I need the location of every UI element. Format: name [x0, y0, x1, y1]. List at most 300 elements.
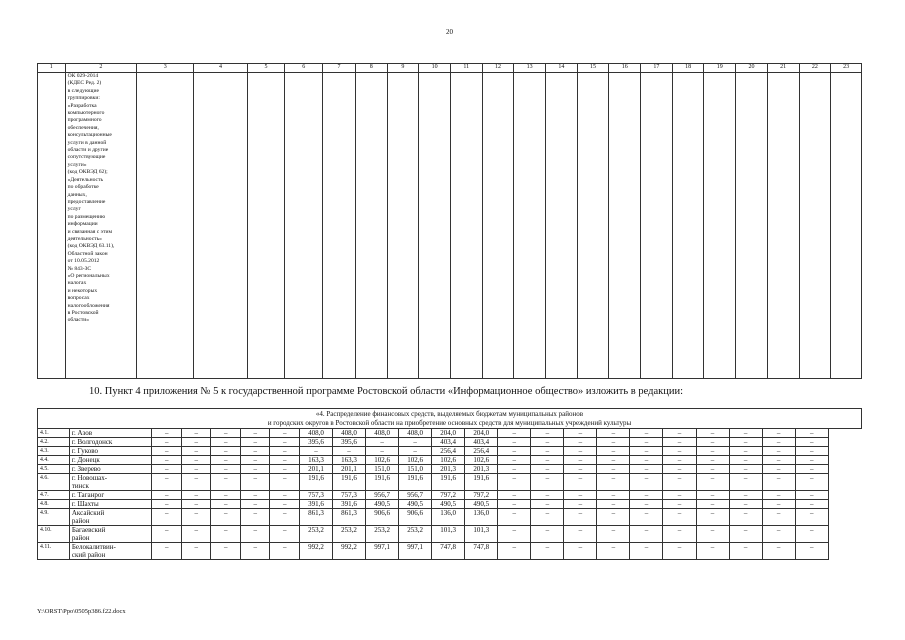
value-cell: 747,8 [432, 543, 465, 560]
value-cell: – [696, 474, 729, 491]
value-cell: – [152, 474, 182, 491]
value-cell: – [270, 526, 300, 543]
value-cell: – [729, 465, 762, 474]
value-cell: – [630, 474, 663, 491]
value-cell: – [211, 500, 241, 509]
value-cell: – [498, 500, 531, 509]
value-cell: – [630, 438, 663, 447]
value-cell: – [181, 509, 211, 526]
table-row [38, 456, 862, 465]
row-number: 4.5. [38, 465, 70, 474]
value-cell: – [696, 500, 729, 509]
value-cell: – [240, 543, 270, 560]
value-cell: 956,7 [366, 491, 399, 500]
value-cell: 191,6 [465, 474, 498, 491]
value-cell: – [240, 474, 270, 491]
value-cell: – [152, 438, 182, 447]
file-path: Y:\ORST\Ppo\0505p386.f22.docx [37, 608, 126, 615]
value-cell: – [211, 456, 241, 465]
row-number: 4.9. [38, 509, 70, 526]
value-cell: – [211, 474, 241, 491]
value-cell: – [498, 491, 531, 500]
value-cell: – [696, 447, 729, 456]
value-cell: – [270, 429, 300, 438]
table-row [38, 543, 862, 560]
value-cell: – [663, 438, 696, 447]
value-cell: – [564, 491, 597, 500]
page-number: 20 [446, 28, 453, 36]
value-cell: – [630, 491, 663, 500]
municipality-name: г. Таганрог [69, 491, 152, 500]
value-cell: – [498, 474, 531, 491]
value-cell: – [181, 543, 211, 560]
empty-cell [514, 73, 546, 379]
column-number: 16 [609, 64, 641, 73]
value-cell: – [564, 500, 597, 509]
empty-cell [419, 73, 451, 379]
empty-cell [137, 73, 194, 379]
value-cell: – [399, 447, 432, 456]
value-cell: – [795, 447, 828, 456]
value-cell: – [729, 526, 762, 543]
value-cell: – [729, 474, 762, 491]
value-cell: – [597, 429, 630, 438]
value-cell: – [240, 509, 270, 526]
value-cell: – [498, 509, 531, 526]
value-cell: – [795, 500, 828, 509]
column-number: 4 [194, 64, 247, 73]
continuation-table [37, 63, 862, 379]
value-cell: – [696, 465, 729, 474]
row-number: 4.6. [38, 474, 70, 491]
value-cell: 906,6 [399, 509, 432, 526]
empty-cell [736, 73, 768, 379]
value-cell: 151,0 [366, 465, 399, 474]
value-cell: – [211, 447, 241, 456]
value-cell: 757,3 [333, 491, 366, 500]
value-cell: 490,5 [465, 500, 498, 509]
value-cell: 861,3 [333, 509, 366, 526]
column-number: 9 [387, 64, 419, 73]
table-row [38, 500, 862, 509]
value-cell: – [498, 438, 531, 447]
value-cell: 797,2 [465, 491, 498, 500]
table-row [38, 526, 862, 543]
municipality-name: г. Новошах- тинск [69, 474, 152, 491]
value-cell: 997,1 [366, 543, 399, 560]
value-cell: 102,6 [465, 456, 498, 465]
value-cell: – [240, 465, 270, 474]
value-cell: – [663, 456, 696, 465]
value-cell: 191,6 [366, 474, 399, 491]
value-cell: – [762, 438, 795, 447]
column-number: 2 [65, 64, 137, 73]
row-number: 4.8. [38, 500, 70, 509]
value-cell: 191,6 [432, 474, 465, 491]
value-cell: – [696, 456, 729, 465]
value-cell: – [240, 526, 270, 543]
municipality-name: Белокалитвин- ский район [69, 543, 152, 560]
column-number: 17 [641, 64, 673, 73]
value-cell: – [729, 429, 762, 438]
value-cell: – [663, 500, 696, 509]
column-number: 18 [672, 64, 704, 73]
column-number: 15 [577, 64, 609, 73]
description-cell: ОК 029-2014 (КДЕС Ред. 2) в следующие группировки: «Разработка компьютерного программного обеспечения, консультационные услуги в данной области и другие сопутствующие услуги» (код ОКВЭД 62); «Деятельность по обработке данных, предоставление услуг по размещению информации и связанная с этим деятельность» (код ОКВЭД 63.11), Областной закон от 10.05.2012 № 843-ЗС «О региональных налогах и некоторых вопросах налогообложения в Ростовской области» [65, 73, 137, 379]
value-cell: – [211, 465, 241, 474]
empty-cell [641, 73, 673, 379]
value-cell: – [729, 447, 762, 456]
value-cell: – [663, 543, 696, 560]
value-cell: – [240, 429, 270, 438]
value-cell: – [597, 500, 630, 509]
value-cell: – [211, 526, 241, 543]
value-cell: – [152, 491, 182, 500]
value-cell: – [762, 500, 795, 509]
value-cell: – [181, 438, 211, 447]
value-cell: – [729, 509, 762, 526]
value-cell: – [531, 526, 564, 543]
value-cell: – [531, 474, 564, 491]
value-cell: – [152, 456, 182, 465]
value-cell: 992,2 [333, 543, 366, 560]
value-cell: – [181, 456, 211, 465]
value-cell: – [663, 474, 696, 491]
value-cell: 191,6 [399, 474, 432, 491]
value-cell: – [795, 509, 828, 526]
value-cell: 191,6 [333, 474, 366, 491]
value-cell: – [795, 438, 828, 447]
value-cell: 101,3 [432, 526, 465, 543]
column-number: 8 [355, 64, 387, 73]
table-caption [38, 409, 862, 429]
column-number: 21 [767, 64, 799, 73]
value-cell: – [663, 465, 696, 474]
value-cell: – [597, 543, 630, 560]
column-number: 1 [38, 64, 66, 73]
value-cell: 403,4 [465, 438, 498, 447]
value-cell: – [181, 500, 211, 509]
value-cell: – [597, 509, 630, 526]
value-cell: – [270, 438, 300, 447]
value-cell: – [531, 438, 564, 447]
value-cell: – [270, 447, 300, 456]
value-cell: 151,0 [399, 465, 432, 474]
value-cell: – [630, 509, 663, 526]
row-number: 4.2. [38, 438, 70, 447]
value-cell: 204,0 [465, 429, 498, 438]
value-cell: – [795, 429, 828, 438]
value-cell: – [498, 447, 531, 456]
value-cell: – [564, 509, 597, 526]
value-cell: – [181, 465, 211, 474]
empty-cell [38, 73, 66, 379]
column-number: 3 [137, 64, 194, 73]
column-number: 6 [285, 64, 323, 73]
municipality-name: г. Шахты [69, 500, 152, 509]
value-cell: – [181, 526, 211, 543]
value-cell: – [597, 526, 630, 543]
row-number: 4.7. [38, 491, 70, 500]
value-cell: – [630, 500, 663, 509]
empty-cell [387, 73, 419, 379]
value-cell: – [762, 447, 795, 456]
empty-cell [577, 73, 609, 379]
value-cell: – [564, 526, 597, 543]
column-number: 5 [247, 64, 285, 73]
value-cell: – [696, 491, 729, 500]
value-cell: – [762, 543, 795, 560]
value-cell: 490,5 [366, 500, 399, 509]
value-cell: – [564, 465, 597, 474]
value-cell: – [240, 456, 270, 465]
table-row [38, 73, 862, 379]
value-cell: 861,3 [299, 509, 332, 526]
value-cell: 163,3 [333, 456, 366, 465]
value-cell: 992,2 [299, 543, 332, 560]
value-cell: – [564, 447, 597, 456]
value-cell: 253,2 [399, 526, 432, 543]
value-cell: 101,3 [465, 526, 498, 543]
table-row [38, 474, 862, 491]
value-cell: – [663, 447, 696, 456]
municipality-name: г. Зверево [69, 465, 152, 474]
empty-cell [247, 73, 285, 379]
value-cell: – [270, 465, 300, 474]
empty-cell [323, 73, 356, 379]
value-cell: – [211, 438, 241, 447]
column-number: 19 [704, 64, 736, 73]
value-cell: – [531, 543, 564, 560]
municipality-name: г. Донецк [69, 456, 152, 465]
empty-cell [767, 73, 799, 379]
value-cell: – [240, 447, 270, 456]
value-cell: 136,0 [432, 509, 465, 526]
column-number: 13 [514, 64, 546, 73]
value-cell: 490,5 [432, 500, 465, 509]
value-cell: – [270, 456, 300, 465]
value-cell: 253,2 [366, 526, 399, 543]
row-number: 4.10. [38, 526, 70, 543]
column-number: 22 [799, 64, 831, 73]
value-cell: – [531, 500, 564, 509]
municipality-name: Аксайский район [69, 509, 152, 526]
table-row [38, 429, 862, 438]
value-cell: – [299, 447, 332, 456]
value-cell: – [597, 456, 630, 465]
value-cell: – [597, 438, 630, 447]
value-cell: 391,6 [299, 500, 332, 509]
value-cell: 204,0 [432, 429, 465, 438]
value-cell: – [630, 465, 663, 474]
column-number: 23 [831, 64, 862, 73]
value-cell: – [333, 447, 366, 456]
value-cell: 408,0 [366, 429, 399, 438]
value-cell: – [181, 429, 211, 438]
value-cell: – [597, 465, 630, 474]
value-cell: – [630, 447, 663, 456]
value-cell: – [663, 429, 696, 438]
value-cell: – [795, 456, 828, 465]
empty-cell [672, 73, 704, 379]
value-cell: – [240, 491, 270, 500]
value-cell: 191,6 [299, 474, 332, 491]
table-row [38, 465, 862, 474]
value-cell: – [211, 491, 241, 500]
value-cell: – [498, 465, 531, 474]
value-cell: 408,0 [333, 429, 366, 438]
empty-cell [285, 73, 323, 379]
value-cell: – [696, 438, 729, 447]
value-cell: – [211, 429, 241, 438]
value-cell: 201,1 [333, 465, 366, 474]
value-cell: – [762, 465, 795, 474]
column-number: 20 [736, 64, 768, 73]
value-cell: 102,6 [432, 456, 465, 465]
empty-cell [450, 73, 482, 379]
table-row [38, 447, 862, 456]
value-cell: 201,3 [465, 465, 498, 474]
value-cell: – [270, 543, 300, 560]
value-cell: 256,4 [465, 447, 498, 456]
column-number: 14 [546, 64, 578, 73]
empty-cell [546, 73, 578, 379]
column-number: 11 [450, 64, 482, 73]
value-cell: 201,1 [299, 465, 332, 474]
value-cell: 490,5 [399, 500, 432, 509]
value-cell: – [762, 429, 795, 438]
value-cell: – [696, 509, 729, 526]
empty-cell [799, 73, 831, 379]
value-cell: – [597, 447, 630, 456]
column-number: 12 [482, 64, 514, 73]
value-cell: – [152, 509, 182, 526]
value-cell: – [696, 429, 729, 438]
row-number: 4.4. [38, 456, 70, 465]
distribution-table [37, 408, 862, 560]
value-cell: 403,4 [432, 438, 465, 447]
value-cell: 395,6 [299, 438, 332, 447]
value-cell: – [270, 509, 300, 526]
value-cell: – [630, 429, 663, 438]
value-cell: – [762, 526, 795, 543]
value-cell: 997,1 [399, 543, 432, 560]
value-cell: 102,6 [366, 456, 399, 465]
value-cell: – [498, 543, 531, 560]
value-cell: – [152, 429, 182, 438]
value-cell: 797,2 [432, 491, 465, 500]
value-cell: – [240, 500, 270, 509]
value-cell: 956,7 [399, 491, 432, 500]
value-cell: 253,2 [333, 526, 366, 543]
value-cell: – [795, 543, 828, 560]
value-cell: 136,0 [465, 509, 498, 526]
value-cell: 747,8 [465, 543, 498, 560]
empty-cell [482, 73, 514, 379]
value-cell: – [729, 456, 762, 465]
column-number: 10 [419, 64, 451, 73]
value-cell: – [729, 500, 762, 509]
value-cell: – [597, 474, 630, 491]
value-cell: – [181, 474, 211, 491]
value-cell: – [696, 543, 729, 560]
empty-cell [355, 73, 387, 379]
table-row [38, 509, 862, 526]
value-cell: – [531, 447, 564, 456]
value-cell: – [211, 509, 241, 526]
value-cell: – [152, 447, 182, 456]
value-cell: – [564, 429, 597, 438]
value-cell: – [663, 526, 696, 543]
municipality-name: г. Волгодонск [69, 438, 152, 447]
value-cell: – [597, 491, 630, 500]
value-cell: – [564, 438, 597, 447]
value-cell: – [564, 474, 597, 491]
value-cell: – [211, 543, 241, 560]
caption-line-2: и городских округов в Ростовской области на приобретение основных средств для муниципальных учреждений культуры [267, 418, 632, 427]
value-cell: – [630, 543, 663, 560]
empty-cell [831, 73, 862, 379]
value-cell: 391,6 [333, 500, 366, 509]
column-number-row [38, 64, 862, 73]
empty-cell [609, 73, 641, 379]
value-cell: – [630, 526, 663, 543]
municipality-name: г. Азов [69, 429, 152, 438]
value-cell: – [696, 526, 729, 543]
value-cell: – [630, 456, 663, 465]
municipality-name: Багаевский район [69, 526, 152, 543]
value-cell: – [181, 447, 211, 456]
table-row [38, 491, 862, 500]
value-cell: 757,3 [299, 491, 332, 500]
value-cell: – [531, 509, 564, 526]
value-cell: – [795, 465, 828, 474]
value-cell: – [152, 500, 182, 509]
caption-line-1: «4. Распределение финансовых средств, выделяемых бюджетам муниципальных районов [315, 410, 584, 418]
value-cell: – [270, 500, 300, 509]
row-number: 4.1. [38, 429, 70, 438]
value-cell: 395,6 [333, 438, 366, 447]
value-cell: – [531, 465, 564, 474]
value-cell: – [152, 543, 182, 560]
value-cell: – [270, 491, 300, 500]
value-cell: – [152, 526, 182, 543]
column-number: 7 [323, 64, 356, 73]
value-cell: – [762, 491, 795, 500]
value-cell: 408,0 [399, 429, 432, 438]
value-cell: – [663, 509, 696, 526]
value-cell: – [531, 491, 564, 500]
value-cell: – [762, 474, 795, 491]
value-cell: – [498, 429, 531, 438]
value-cell: – [152, 465, 182, 474]
value-cell: – [181, 491, 211, 500]
value-cell: – [498, 456, 531, 465]
value-cell: – [399, 438, 432, 447]
value-cell: 256,4 [432, 447, 465, 456]
value-cell: – [795, 526, 828, 543]
empty-cell [704, 73, 736, 379]
value-cell: 102,6 [399, 456, 432, 465]
value-cell: – [270, 474, 300, 491]
value-cell: 906,6 [366, 509, 399, 526]
value-cell: 163,3 [299, 456, 332, 465]
value-cell: – [762, 456, 795, 465]
value-cell: – [531, 456, 564, 465]
value-cell: – [366, 438, 399, 447]
value-cell: – [795, 474, 828, 491]
value-cell: – [531, 429, 564, 438]
